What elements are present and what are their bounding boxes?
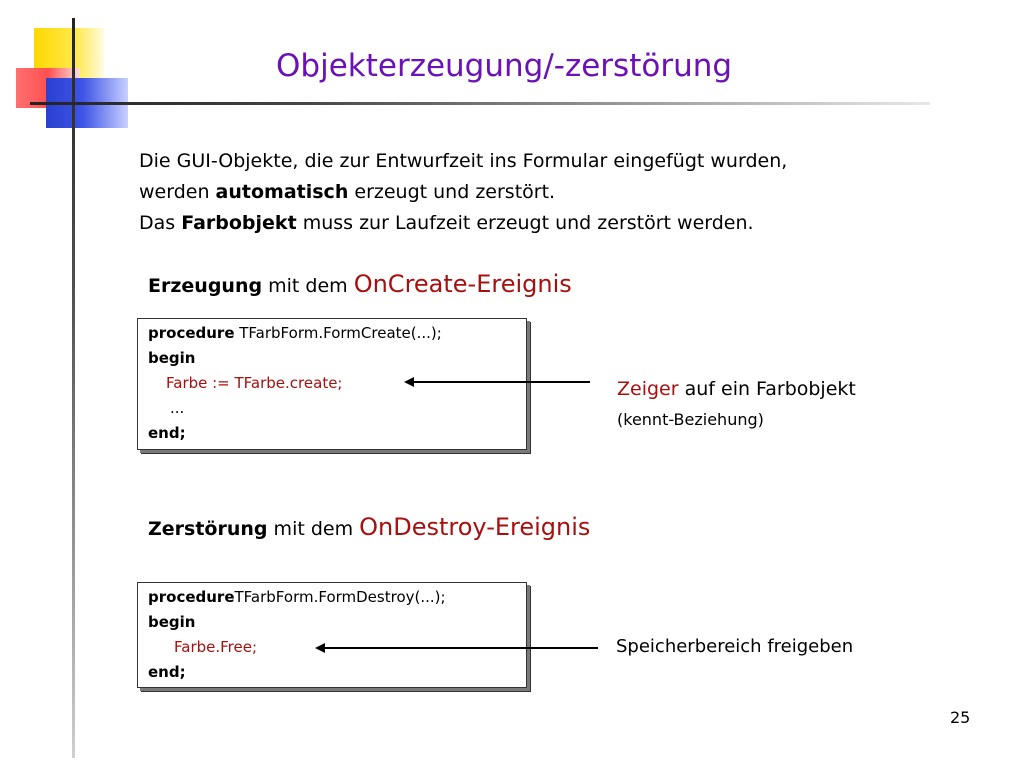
pointer-arrow <box>412 381 590 383</box>
intro-text <box>139 146 787 239</box>
code-line-create: Farbe := TFarbe.create; <box>166 374 343 392</box>
destruction-heading: Zerstörung mit dem OnDestroy-Ereignis <box>148 513 591 541</box>
destruction-note: Speicherbereich freigeben <box>616 636 854 657</box>
creation-code-block <box>137 318 527 450</box>
code-line: ... <box>170 399 185 417</box>
destruction-code-block <box>137 582 527 688</box>
decor-horizontal-line <box>30 102 930 105</box>
code-line-free: Farbe.Free; <box>174 638 258 656</box>
code-line: procedureTFarbForm.FormDestroy(...); <box>148 588 446 606</box>
code-line: end; <box>148 663 186 681</box>
code-line: procedure TFarbForm.FormCreate(...); <box>148 324 442 342</box>
intro-line-2: werden automatisch erzeugt und zerstört. <box>139 181 556 203</box>
creation-heading: Erzeugung mit dem OnCreate-Ereignis <box>148 270 572 298</box>
code-line: begin <box>148 613 196 631</box>
intro-line-3: Das Farbobjekt muss zur Laufzeit erzeugt und zerstört werden. <box>139 212 754 234</box>
page-number: 25 <box>950 708 971 727</box>
pointer-arrow <box>323 647 598 649</box>
decor-vertical-line <box>72 18 75 758</box>
code-line: end; <box>148 424 186 442</box>
slide-title: Objekterzeugung/-zerstörung <box>276 48 733 84</box>
destruction-event-name: OnDestroy-Ereignis <box>359 513 591 541</box>
code-line: begin <box>148 349 196 367</box>
intro-line-1: Die GUI-Objekte, die zur Entwurfzeit ins Formular eingefügt wurden, <box>139 150 788 172</box>
creation-event-name: OnCreate-Ereignis <box>353 270 572 298</box>
intro-bold-automatisch: automatisch <box>215 181 349 203</box>
intro-bold-farbobjekt: Farbobjekt <box>181 212 297 234</box>
creation-note: Zeiger auf ein Farbobjekt <box>617 378 856 400</box>
creation-note-sub: (kennt-Beziehung) <box>617 410 764 429</box>
